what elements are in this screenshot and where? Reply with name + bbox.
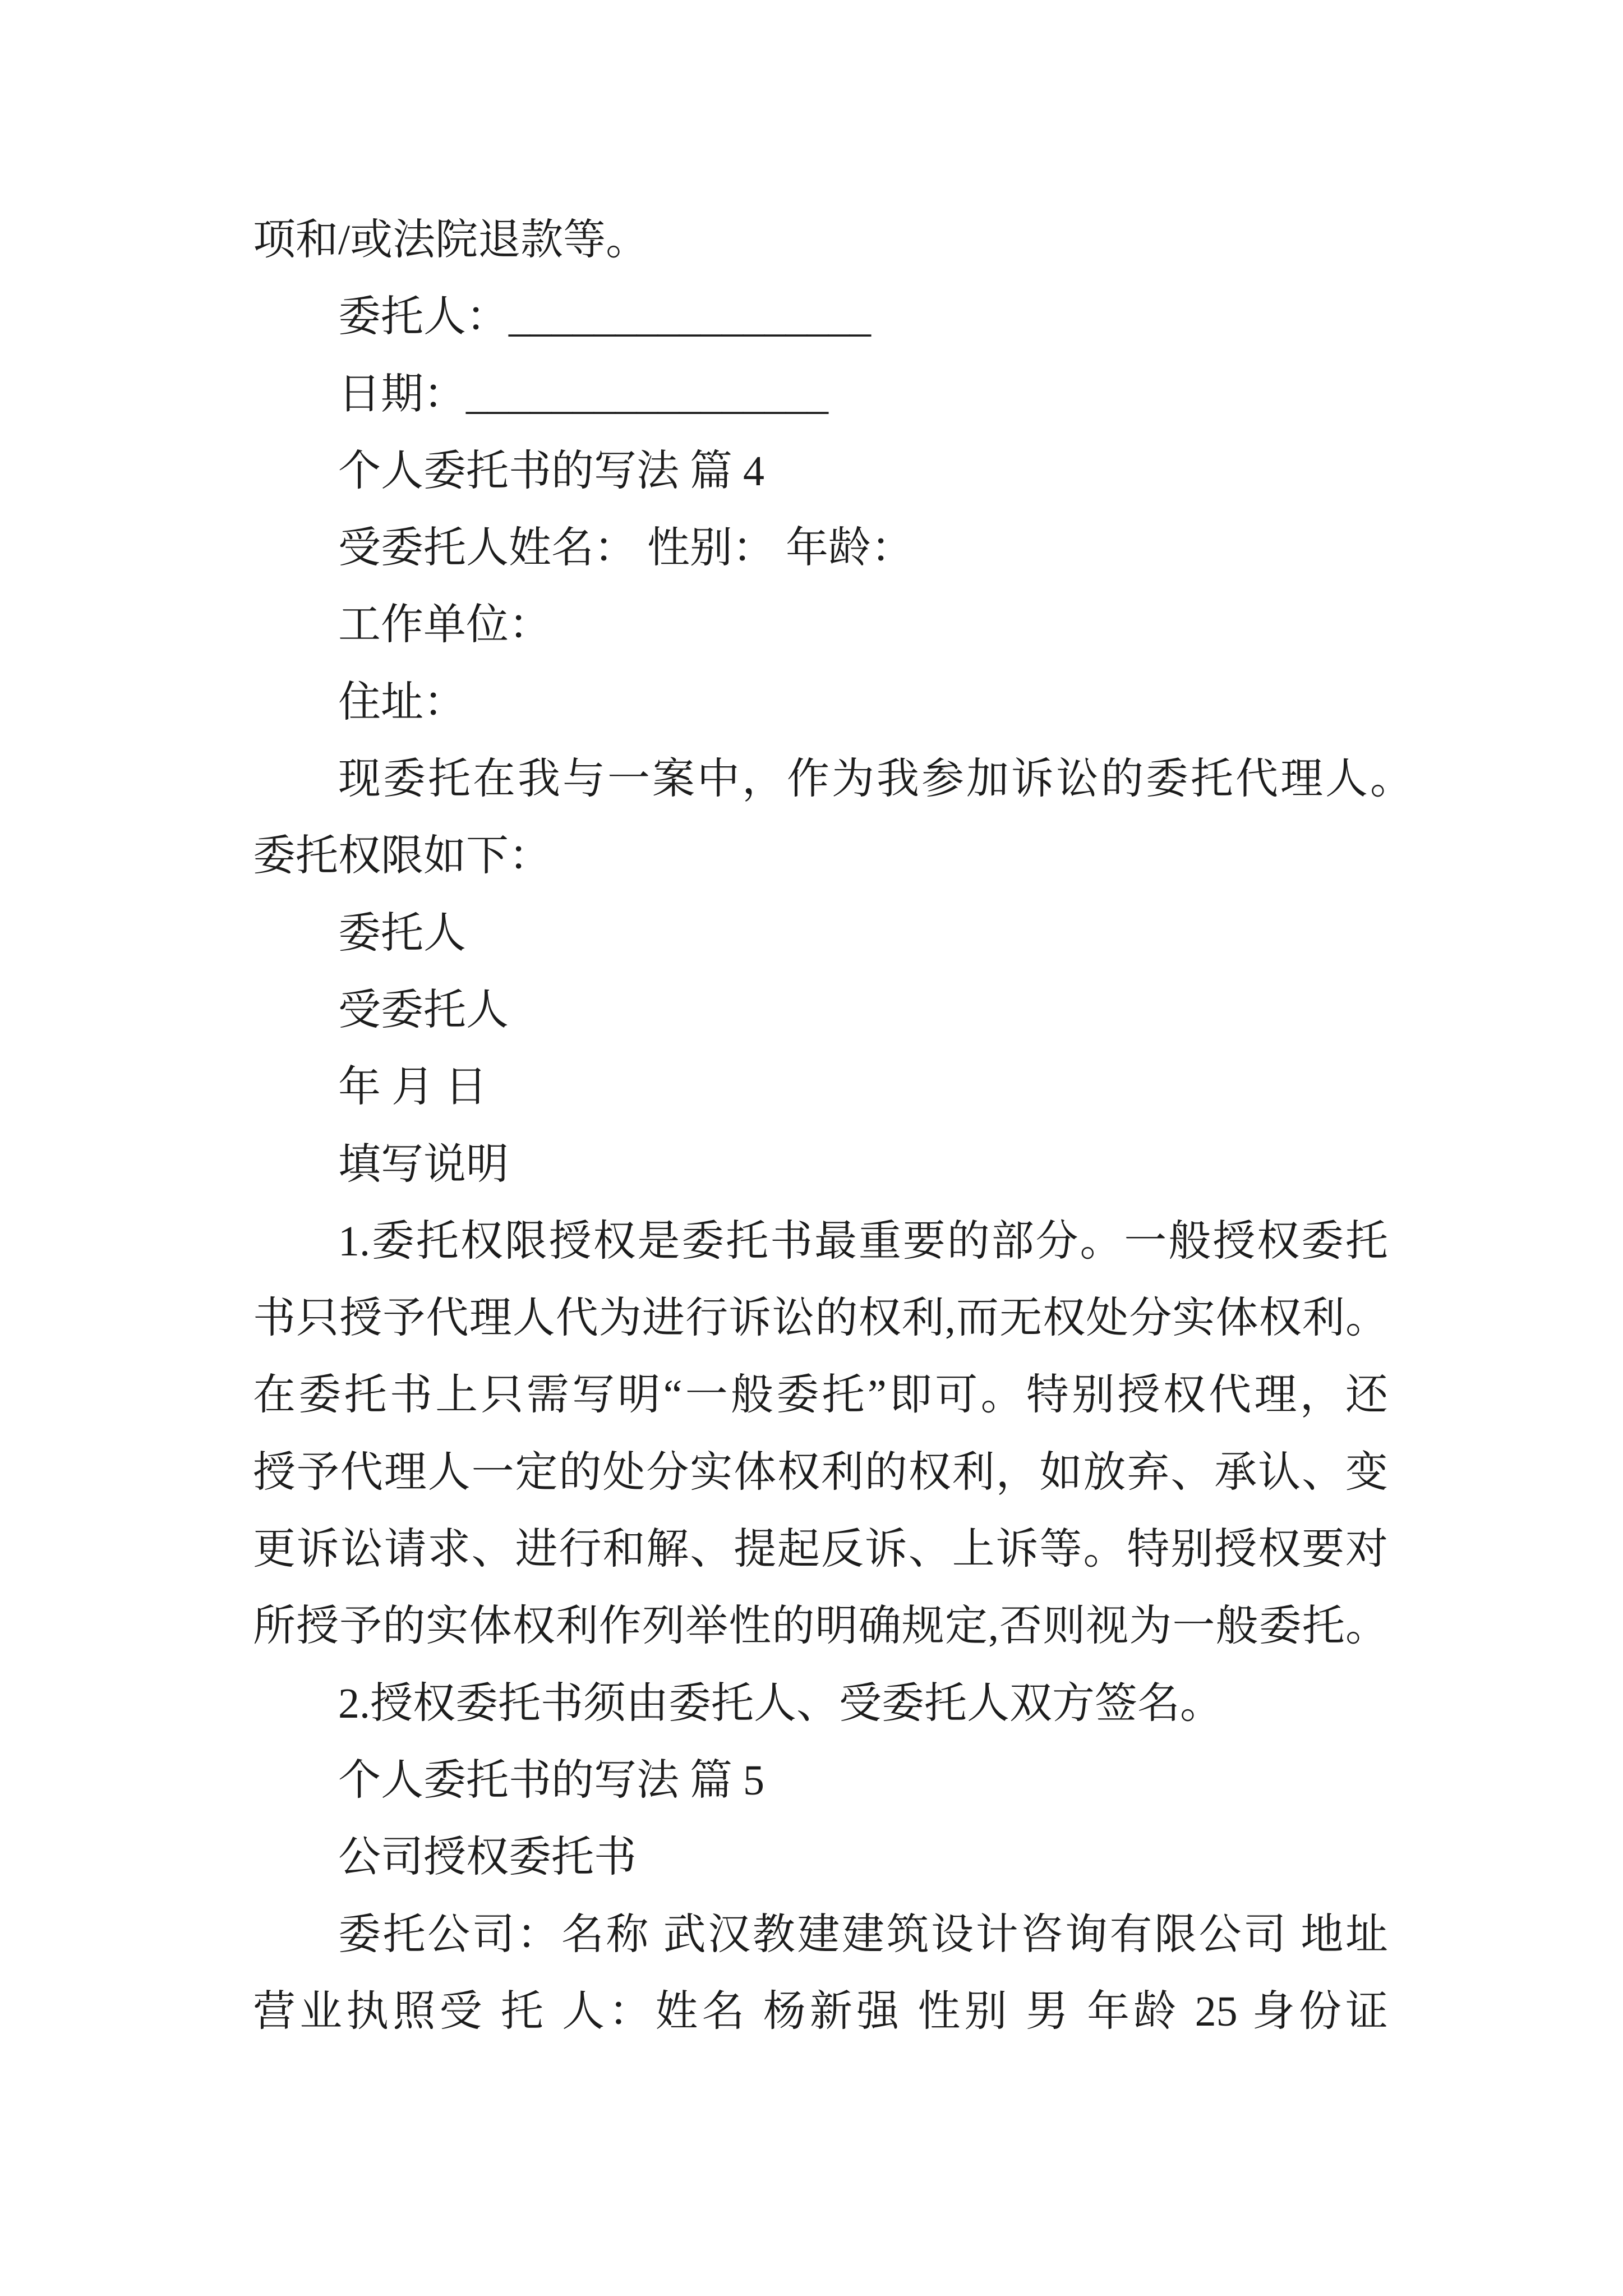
instruction-1-line: 更诉讼请求、进行和解、提起反诉、上诉等。特别授权要对 <box>253 1526 1388 1573</box>
principal-signature-line: 委托人：_________________ <box>338 293 871 341</box>
company-authorization-body-line: 营业执照受 托 人：姓名 杨新强 性别 男 年龄 25 身份证 <box>253 1987 1388 2035</box>
instructions-title: 填写说明 <box>338 1140 509 1188</box>
instruction-1-line: 授予代理人一定的处分实体权利的权利，如放弃、承认、变 <box>253 1448 1388 1496</box>
section-4-heading: 个人委托书的写法 篇 4 <box>338 447 764 495</box>
entrust-statement-line: 委托权限如下： <box>253 832 551 880</box>
principal-signature-label: 委托人 <box>338 909 466 957</box>
instruction-1-line: 1.委托权限授权是委托书最重要的部分。一般授权委托 <box>338 1217 1388 1265</box>
work-unit-field: 工作单位： <box>338 601 551 649</box>
instruction-1-line: 书只授予代理人代为进行诉讼的权利,而无权处分实体权利。 <box>253 1295 1388 1342</box>
company-authorization-body-line: 委托公司：名称 武汉教建建筑设计咨询有限公司 地址 <box>338 1911 1388 1958</box>
date-placeholder: 年 月 日 <box>338 1064 487 1111</box>
instruction-2: 2.授权委托书须由委托人、受委托人双方签名。 <box>338 1680 1223 1727</box>
document-body <box>253 202 1413 2050</box>
company-authorization-title: 公司授权委托书 <box>338 1834 637 1881</box>
entrust-statement-line: 现委托在我与一案中，作为我参加诉讼的委托代理人。 <box>338 756 1413 803</box>
address-field: 住址： <box>338 678 466 726</box>
agent-signature-label: 受委托人 <box>338 986 509 1034</box>
paragraph-continuation: 项和/或法院退款等。 <box>253 217 649 264</box>
agent-info-fields: 受委托人姓名： 性别： 年龄： <box>338 524 914 572</box>
instruction-1-line: 在委托书上只需写明“一般委托”即可。特别授权代理，还 <box>253 1372 1388 1419</box>
section-5-heading: 个人委托书的写法 篇 5 <box>338 1756 764 1804</box>
date-signature-line: 日期：_________________ <box>338 370 828 418</box>
instruction-1-line: 所授予的实体权利作列举性的明确规定,否则视为一般委托。 <box>253 1603 1388 1650</box>
